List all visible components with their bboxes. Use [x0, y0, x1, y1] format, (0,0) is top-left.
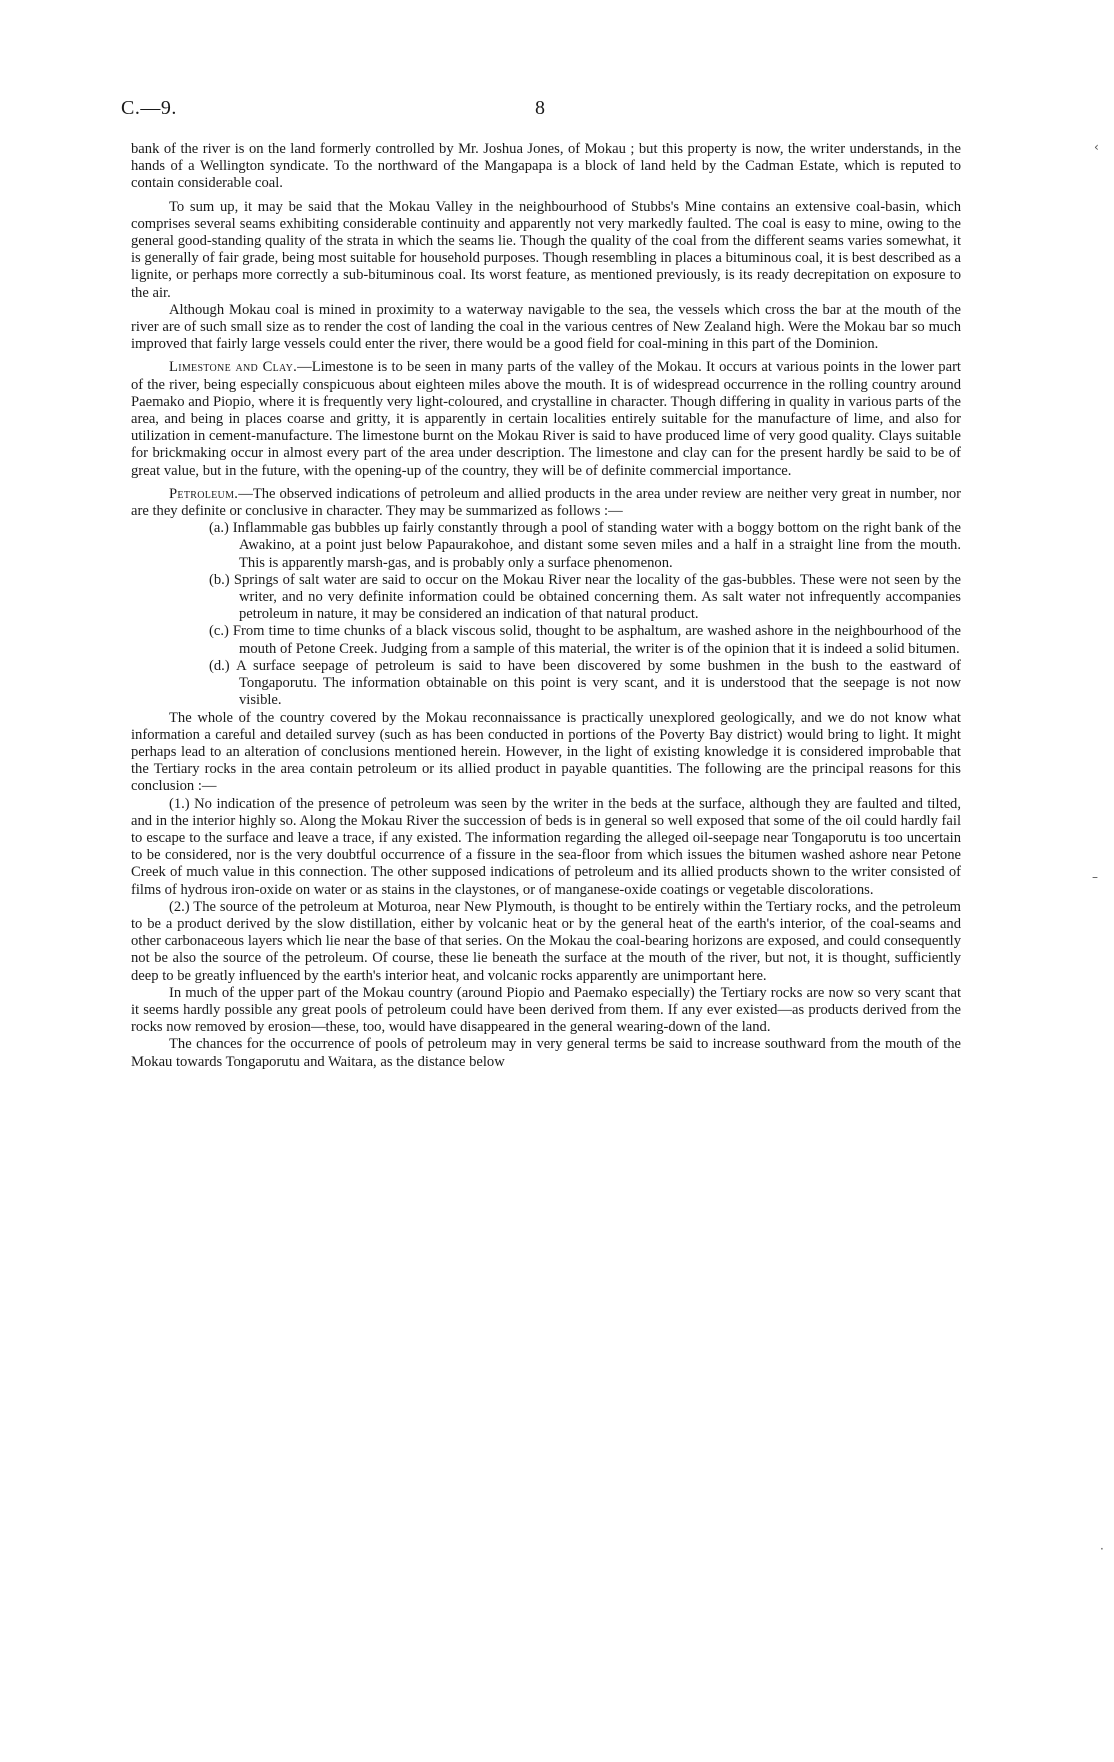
- margin-mark: ‹: [1094, 140, 1099, 154]
- limestone-text: —Limestone is to be seen in many parts of the valley of the Mokau. It occurs at various points in the lower part of the river, being especially conspicuous about eighteen miles above the mouth. It is of widespread occurrence in the rolling country around Paemako and Piopio, where it is frequently very light-coloured, and crystalline in character. Though differing in quality in various parts of the area, and being in places coarse and gritty, it is apparently in certain localities entirely suitable for the manufacture of lime, and also for utilization in cement-manufacture. The limestone burnt on the Mokau River is said to have produced lime of very good quality. Clays suitable for brickmaking occur in almost every part of the area under description. The limestone and clay can for the present hardly be said to be of great value, but in the future, with the opening-up of the country, they will be of definite commercial importance.: [131, 359, 961, 479]
- list-item: (d.) A surface seepage of petroleum is said to have been discovered by some bushmen in the bush to the eastward of Tongaporutu. The information obtainable on this point is very scant, and it is understood that the seepage is not now visible.: [209, 657, 961, 709]
- report-series-label: C.—9.: [121, 97, 177, 119]
- paragraph-continuation: bank of the river is on the land formerly controlled by Mr. Joshua Jones, of Mokau ; but this property is now, the writer understands, in the hands of a Wellington syndicate. To the northward of the Mangapapa is a block of land held by the Cadman Estate, which is reputed to contain considerable coal.: [131, 141, 961, 192]
- paragraph-reason-2: (2.) The source of the petroleum at Moturoa, near New Plymouth, is thought to be entirely within the Tertiary rocks, and the petroleum to be a product derived by the slow distillation, either by volcanic heat or by the general heat of the earth's interior, of the coal-seams and other carbonaceous layers which lie near the base of that series. On the Mokau the coal-bearing horizons are exposed, and could consequently not be also the source of the petroleum. Of course, these lie beneath the surface at the mouth of the river, but not, it is thought, sufficiently deep to be greatly influenced by the earth's interior heat, and volcanic rocks apparently are unimportant here.: [131, 898, 961, 984]
- margin-mark: ·: [1100, 1542, 1104, 1556]
- paragraph-transport: Although Mokau coal is mined in proximity to a waterway navigable to the sea, the vessels which cross the bar at the mouth of the river are of such small size as to render the cost of landing the coal in the various centres of New Zealand high. Were the Mokau bar so much improved that fairly large vessels could enter the river, there would be a good field for coal-mining in this part of the Dominion.: [131, 301, 961, 353]
- paragraph-upper-mokau: In much of the upper part of the Mokau country (around Piopio and Paemako especially) the Tertiary rocks are now so very scant that it seems hardly possible any great pools of petroleum could have been derived from them. If any ever existed—as products derived from the rocks now removed by erosion—these, too, would have disappeared in the general wearing-down of the land.: [131, 984, 961, 1036]
- paragraph-limestone: [131, 359, 961, 479]
- paragraph-unexplored: The whole of the country covered by the Mokau reconnaissance is practically unexplored geologically, and we do not know what information a careful and detailed survey (such as has been conducted in portions of the Poverty Bay district) would bring to light. It might perhaps lead to an alteration of conclusions mentioned herein. However, in the light of existing knowledge it is considered improbable that the Tertiary rocks in the area contain petroleum or its allied product in payable quantities. The following are the principal reasons for this conclusion :—: [131, 709, 961, 795]
- list-item: (a.) Inflammable gas bubbles up fairly constantly through a pool of standing water with a boggy bottom on the right bank of the Awakino, at a point just below Papaurakohoe, and distant some seven miles and a half in a straight line from the mouth. This is apparently marsh-gas, and is probably only a surface phenomenon.: [209, 520, 961, 571]
- page-header: [121, 97, 961, 127]
- petroleum-text: —The observed indications of petroleum and allied products in the area under review are neither very great in number, nor are they definite or conclusive in character. They may be summarized as follows :—: [131, 485, 961, 520]
- margin-mark: –: [1092, 870, 1098, 884]
- section-heading-limestone: Limestone and Clay.: [169, 359, 298, 376]
- paragraph-summary: To sum up, it may be said that the Mokau Valley in the neighbourhood of Stubbs's Mine contains an extensive coal-basin, which comprises several seams exhibiting considerable continuity and apparently not very markedly faulted. The coal is easy to mine, owing to the general good-standing quality of the strata in which the seams lie. Though the quality of the coal from the different seams varies somewhat, it is generally of fair grade, being most suitable for household purposes. Though resembling in places a bituminous coal, it is best described as a lignite, or perhaps more correctly a sub-bituminous coal. Its worst feature, as mentioned previously, is its ready decrepitation on exposure to the air.: [131, 198, 961, 301]
- section-heading-petroleum: Petroleum.: [169, 485, 239, 502]
- indications-list: [209, 520, 961, 709]
- paragraph-petroleum: [131, 486, 961, 520]
- list-item: (b.) Springs of salt water are said to occur on the Mokau River near the locality of the gas-bubbles. These were not seen by the writer, and no very definite information could be obtained concerning them. As salt water not infrequently accompanies petroleum in nature, it may be considered an indication of that natural product.: [209, 571, 961, 623]
- list-item: (c.) From time to time chunks of a black viscous solid, thought to be asphaltum, are washed ashore in the neighbourhood of the mouth of Petone Creek. Judging from a sample of this material, the writer is of the opinion that it is indeed a solid bitumen.: [209, 623, 961, 657]
- paragraph-reason-1: (1.) No indication of the presence of petroleum was seen by the writer in the beds at the surface, although they are faulted and tilted, and in the interior highly so. Along the Mokau River the succession of beds is in general so well exposed that some of the oil could hardly fail to escape to the surface and leave a trace, if any existed. The information regarding the alleged oil-seepage near Tongaporutu is too uncertain to be considered, nor is the very doubtful occurrence of a fissure in the sea-floor from which issues the bitumen washed ashore near Petone Creek of much value in this connection. The other supposed indications of petroleum and its allied products shown to the writer consisted of films of hydrous iron-oxide on water or as stains in the claystones, or of manganese-oxide coatings or vegetable discolorations.: [131, 795, 961, 898]
- page-body: [131, 141, 961, 1071]
- page-number: 8: [535, 97, 545, 119]
- paragraph-chances: The chances for the occurrence of pools of petroleum may in very general terms be said to increase southward from the mouth of the Mokau towards Tongaporutu and Waitara, as the distance below: [131, 1036, 961, 1070]
